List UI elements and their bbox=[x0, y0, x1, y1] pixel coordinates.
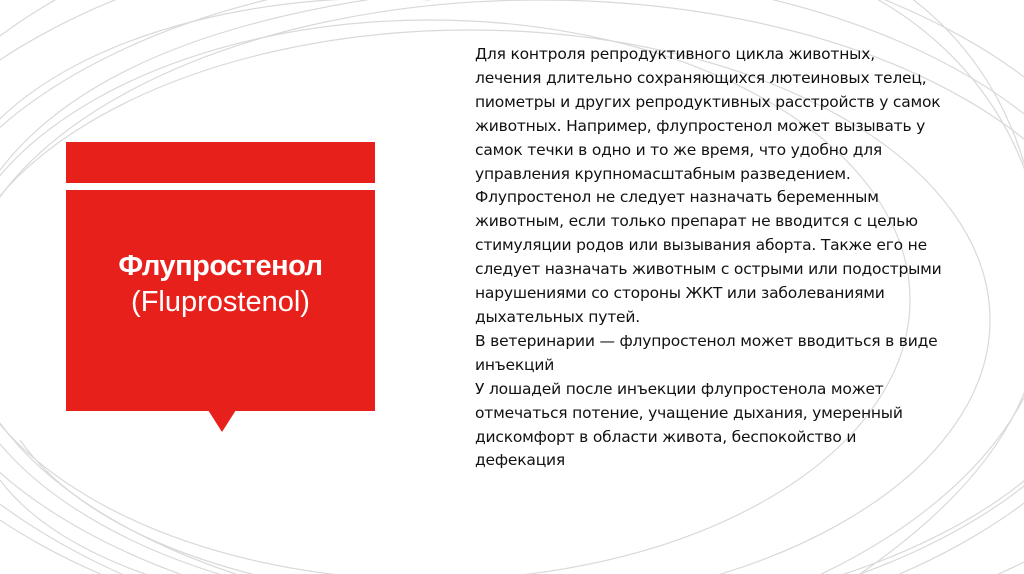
body-paragraph: Для контроля репродуктивного цикла животных, лечения длительно сохраняющихся лютеиновых телец, пиометры и других репродуктивных расстройств у самок животных. Например, флупростенол может вызывать у самок течки в одно и то же время, что удобно для управления крупномасштабным разведением. bbox=[475, 45, 941, 183]
title-accent-strip bbox=[66, 142, 375, 183]
title-subtitle-text: (Fluprostenol) bbox=[131, 286, 310, 318]
title-main-text: Флупростенол bbox=[118, 250, 323, 282]
body-paragraph: В ветеринарии — флупростенол может вводиться в виде инъекций bbox=[475, 331, 938, 374]
title-box-pointer bbox=[208, 410, 236, 432]
slide-title bbox=[66, 248, 375, 320]
body-paragraph: У лошадей после инъекции флупростенола может отмечаться потение, учащение дыхания, умеренный дискомфорт в области живота, беспокойство и дефекация bbox=[475, 379, 903, 470]
body-paragraph: Флупростенол не следует назначать беременным животным, если только препарат не вводится с целью стимуляции родов или вызывания аборта. Также его не следует назначать животным с острыми или подострыми нарушениями со стороны ЖКТ или заболеваниями дыхательных путей. bbox=[475, 188, 942, 326]
body-text-block bbox=[475, 43, 945, 473]
